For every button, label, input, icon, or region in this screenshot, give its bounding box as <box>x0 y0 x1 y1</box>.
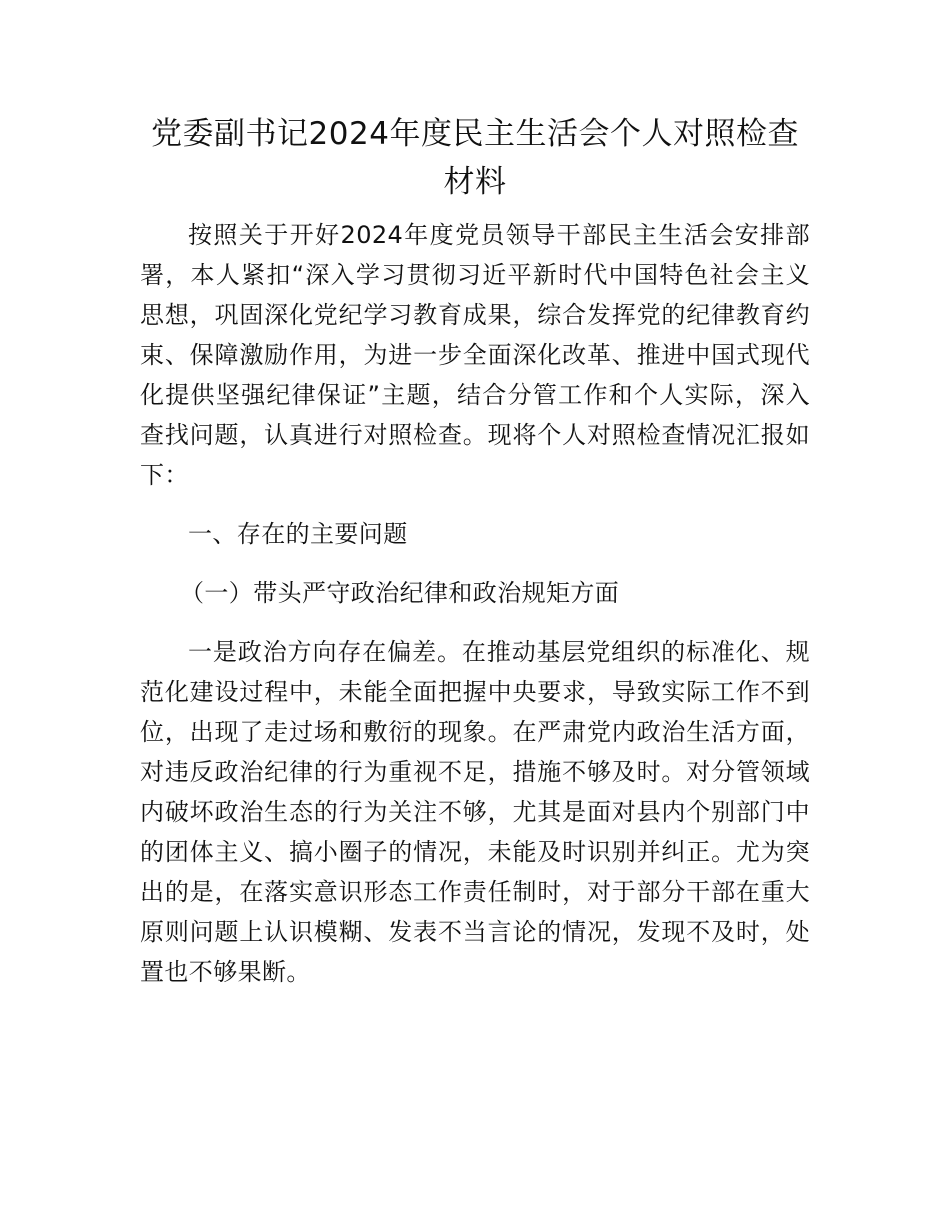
document-body <box>140 215 810 992</box>
intro-paragraph: 按照关于开好2024年度党员领导干部民主生活会安排部署，本人紧扣“深入学习贯彻习近平新时代中国特色社会主义思想，巩固深化党纪学习教育成果，综合发挥党的纪律教育约束、保障激励作用，为进一步全面深化改革、推进中国式现代化提供坚强纪律保证”主题，结合分管工作和个人实际，深入查找问题，认真进行对照检查。现将个人对照检查情况汇报如下： <box>140 221 810 489</box>
problem-paragraph-political-direction: 一是政治方向存在偏差。在推动基层党组织的标准化、规范化建设过程中，未能全面把握中央要求，导致实际工作不到位，出现了走过场和敷衍的现象。在严肃党内政治生活方面，对违反政治纪律的行为重视不足，措施不够及时。对分管领域内破坏政治生态的行为关注不够，尤其是面对县内个别部门中的团体主义、搞小圈子的情况，未能及时识别并纠正。尤为突出的是，在落实意识形态工作责任制时，对于部分干部在重大原则问题上认识模糊、发表不当言论的情况，发现不及时，处置也不够果断。 <box>140 638 810 986</box>
document-title: 党委副书记2024年度民主生活会个人对照检查材料 <box>151 116 799 200</box>
subsection-heading-political-discipline: （一）带头严守政治纪律和政治规矩方面 <box>180 579 620 607</box>
section-heading-problems: 一、存在的主要问题 <box>188 520 408 548</box>
